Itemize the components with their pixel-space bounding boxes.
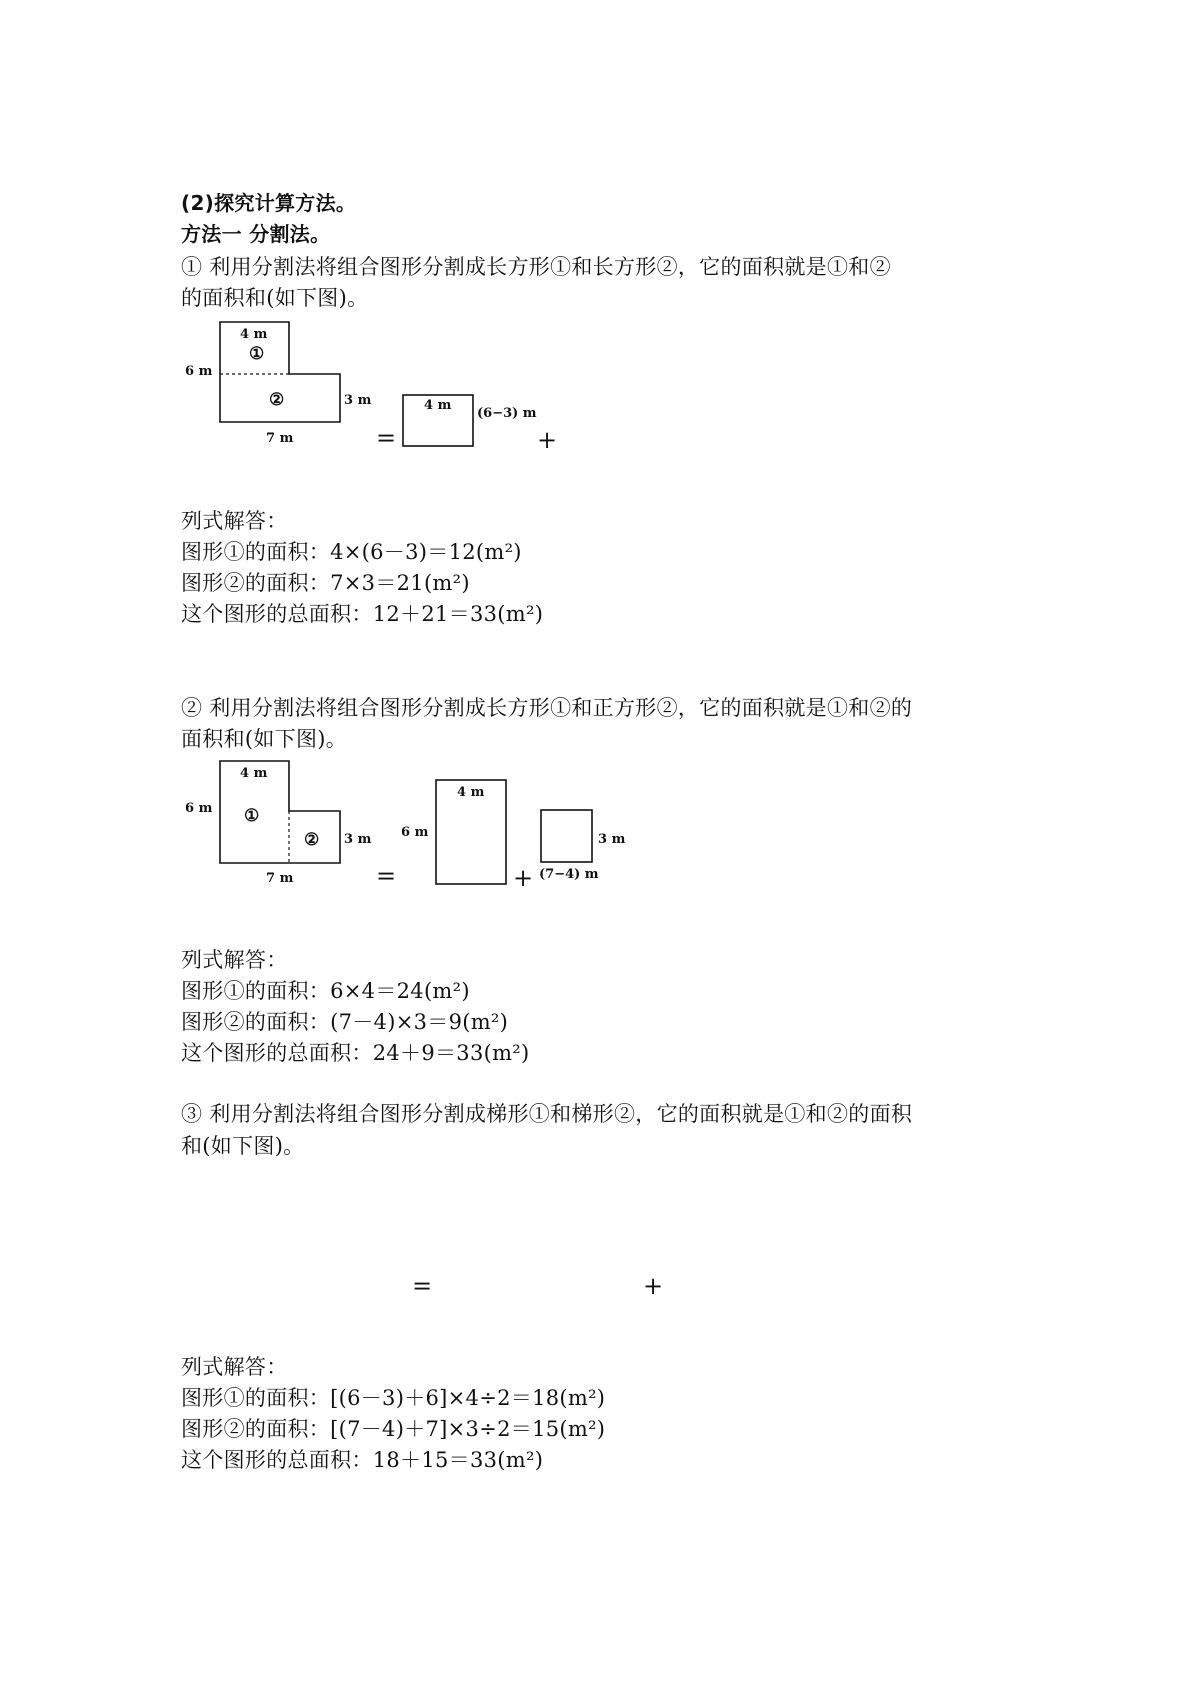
label-part-2: ②	[269, 390, 285, 410]
piece2-width-label: (7−4) m	[539, 867, 599, 882]
equals-sign: =	[376, 862, 397, 890]
figure-1-piece-rectangle	[400, 392, 560, 452]
section1-desc-line1: ① 利用分割法将组合图形分割成长方形①和长方形②，它的面积就是①和②	[181, 255, 891, 279]
equals-sign: =	[376, 424, 397, 452]
section3-desc-line2: 和(如下图)。	[181, 1134, 305, 1158]
section1-solution-line1: 图形①的面积：4×(6－3)＝12(m²)	[181, 540, 522, 564]
piece1-height-label: 6 m	[401, 825, 429, 840]
section2-solution-title: 列式解答：	[181, 948, 288, 972]
label-right-height: 3 m	[344, 393, 372, 408]
section1-desc-line2: 的面积和(如下图)。	[181, 286, 369, 310]
label-bottom-width: 7 m	[266, 431, 294, 446]
label-part-1: ①	[249, 344, 265, 364]
section2-solution-line2: 图形②的面积：(7－4)×3＝9(m²)	[181, 1010, 509, 1034]
figure-2-l-shape	[180, 757, 380, 887]
piece2-height-label: 3 m	[598, 832, 626, 847]
section1-solution-line2: 图形②的面积：7×3＝21(m²)	[181, 571, 470, 595]
plus-sign: +	[643, 1272, 664, 1300]
label-bottom-width: 7 m	[266, 871, 294, 886]
label-right-height: 3 m	[344, 832, 372, 847]
label-part-2: ②	[304, 830, 320, 850]
section1-solution-line3: 这个图形的总面积：12＋21＝33(m²)	[181, 602, 544, 626]
equals-sign: =	[412, 1272, 433, 1300]
piece1-width-label: 4 m	[457, 785, 485, 800]
section2-desc-line2: 面积和(如下图)。	[181, 727, 348, 751]
label-part-1: ①	[244, 806, 260, 826]
section1-solution-title: 列式解答：	[181, 509, 288, 533]
figure-2-piece-rectangle	[400, 777, 510, 889]
label-height: 6 m	[185, 364, 213, 379]
plus-sign: +	[537, 426, 558, 454]
section3-solution-title: 列式解答：	[181, 1355, 288, 1379]
piece-height-label: (6−3) m	[477, 406, 537, 421]
figure-2-piece-square	[536, 806, 636, 890]
plus-sign: +	[513, 864, 534, 892]
label-top-width: 4 m	[240, 766, 268, 781]
label-height: 6 m	[185, 801, 213, 816]
section-heading: (2)探究计算方法。	[181, 191, 357, 215]
section3-solution-line2: 图形②的面积：[(7－4)＋7]×3÷2＝15(m²)	[181, 1417, 606, 1441]
section2-solution-line1: 图形①的面积：6×4＝24(m²)	[181, 979, 470, 1003]
section3-solution-line1: 图形①的面积：[(6－3)＋6]×4÷2＝18(m²)	[181, 1386, 606, 1410]
piece-width-label: 4 m	[424, 398, 452, 413]
section3-desc-line1: ③ 利用分割法将组合图形分割成梯形①和梯形②，它的面积就是①和②的面积	[181, 1102, 913, 1126]
figure-1-l-shape	[180, 318, 380, 448]
section2-desc-line1: ② 利用分割法将组合图形分割成长方形①和正方形②，它的面积就是①和②的	[181, 696, 913, 720]
l-shape-outline	[220, 761, 340, 863]
method-title: 方法一 分割法。	[181, 222, 331, 246]
label-top-width: 4 m	[240, 327, 268, 342]
section2-solution-line3: 这个图形的总面积：24＋9＝33(m²)	[181, 1041, 530, 1065]
section3-solution-line3: 这个图形的总面积：18＋15＝33(m²)	[181, 1448, 544, 1472]
